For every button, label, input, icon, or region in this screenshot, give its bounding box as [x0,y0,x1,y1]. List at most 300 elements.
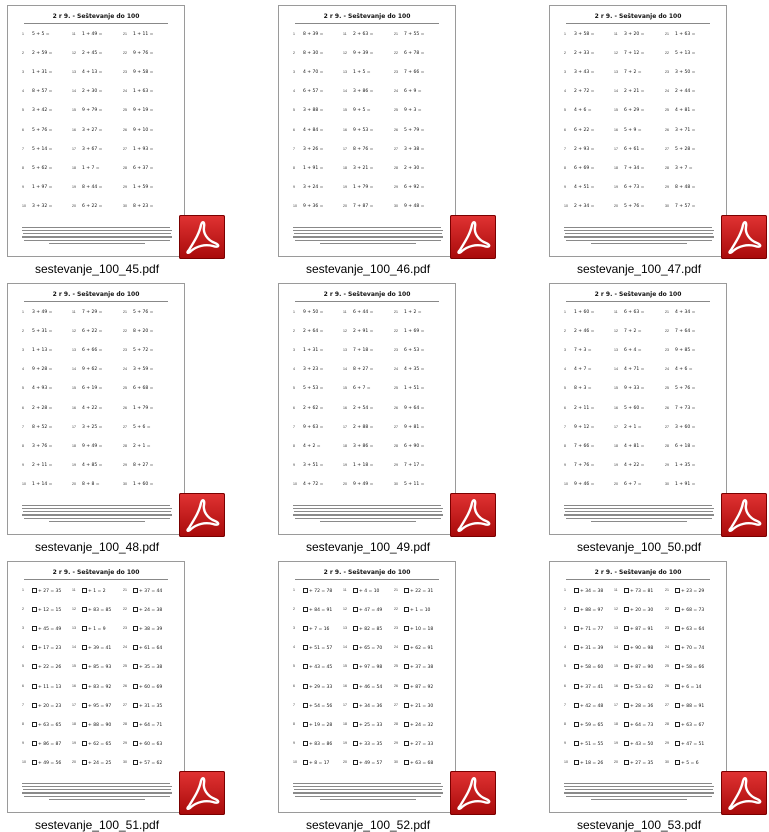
footer-text-line [564,236,714,237]
problem-text: 5 + 14 = [32,146,53,152]
answer-box [133,684,138,689]
problem-text: + 53 = 62 [630,684,654,690]
problem-item [123,645,178,653]
pdf-file-item[interactable] [7,283,213,554]
answer-box [353,703,358,708]
problem-number: 13 [343,626,347,631]
footer-text-line [320,243,416,244]
pdf-thumbnail[interactable] [549,561,727,813]
problem-expression [353,329,373,334]
problem-item [614,588,669,596]
problem-expression [32,128,52,133]
problem-item [22,463,77,471]
problem-expression [675,128,695,133]
problem-number: 30 [394,481,398,486]
problem-text: + 6 = 14 [681,684,702,690]
problem-item [22,722,77,730]
problem-item [665,70,720,78]
problem-text: + 39 = 41 [88,646,112,652]
pdf-thumbnail[interactable] [7,561,185,813]
problem-number: 8 [22,721,24,726]
problem-expression [675,664,704,670]
problem-item [394,607,449,615]
problem-number: 29 [394,184,398,189]
file-name-label[interactable]: sestevanje_100_46.pdf [305,262,431,276]
problem-expression [353,444,373,449]
problem-number: 13 [614,626,618,631]
pdf-file-item[interactable] [549,5,755,276]
pdf-file-item[interactable] [7,561,213,832]
problem-expression [133,741,162,747]
problem-text: 6 + 53 = [404,348,425,354]
problem-text: 4 + 34 = [675,310,696,315]
answer-box [82,664,87,669]
footer-text-line [24,796,170,797]
problem-expression [574,588,603,594]
worksheet-title: 2 r 9. - Seštevanje do 100 [52,291,140,298]
problem-text: 1 + 79 = [353,184,374,190]
problem-number: 12 [614,607,618,612]
problem-expression [133,588,162,594]
problem-text: 5 + 76 = [624,203,645,209]
footer-text-line [320,799,416,800]
problem-expression [133,664,162,670]
problem-text: + 20 = 30 [630,608,654,614]
title-divider [566,301,710,302]
problem-text: + 12 = 15 [38,608,62,614]
problem-number: 7 [293,424,295,429]
problem-item [564,185,619,193]
problem-item [564,51,619,59]
problem-number: 24 [123,645,127,650]
problem-text: + 90 = 98 [630,646,654,652]
problem-expression [353,310,373,315]
problem-number: 29 [123,184,127,189]
problem-text: + 83 = 92 [88,684,112,690]
problem-item [614,51,669,59]
problem-number: 24 [123,89,127,94]
problem-text: 8 + 3 = [574,386,592,392]
problem-number: 25 [123,386,127,391]
problem-text: + 22 = 26 [38,665,62,671]
problem-text: 2 + 1 = [624,424,642,430]
problem-item [665,588,720,596]
problem-item [394,482,449,490]
problem-expression [303,626,329,632]
problem-item [123,406,178,414]
file-name-label[interactable]: sestevanje_100_45.pdf [34,262,160,276]
problem-expression [404,703,433,709]
answer-box [574,645,579,650]
file-name-label[interactable]: sestevanje_100_52.pdf [305,818,431,832]
problem-expression [574,32,594,37]
problem-number: 28 [665,721,669,726]
problem-text: 3 + 50 = [675,70,696,76]
problem-number: 22 [394,607,398,612]
problem-item [293,310,348,318]
problem-text: 2 + 28 = [32,405,53,411]
problem-number: 2 [293,607,295,612]
problem-number: 22 [665,51,669,56]
problem-number: 15 [72,664,76,669]
problem-text: 1 + 63 = [675,32,696,37]
problem-text: 1 + 11 = [133,32,154,37]
problem-item [665,645,720,653]
problem-text: + 23 = 29 [681,589,705,594]
problem-number: 11 [614,32,618,36]
acrobat-pdf-icon [450,215,496,259]
problem-expression [624,89,644,94]
pdf-file-item[interactable] [278,5,484,276]
problem-item [343,185,398,193]
problem-item [614,108,669,116]
problem-item [293,684,348,692]
problem-item [22,607,77,615]
problem-number: 18 [614,443,618,448]
problem-expression [353,108,371,113]
problem-number: 27 [665,146,669,151]
problem-expression [133,89,153,94]
problem-text: 7 + 2 = [624,329,642,335]
problem-expression [404,722,433,728]
problem-expression [624,32,644,37]
problem-number: 13 [72,70,76,75]
file-name-label[interactable]: sestevanje_100_53.pdf [576,818,702,832]
problem-expression [675,645,704,651]
problem-expression [82,684,111,690]
footer-text-line [566,240,712,241]
problem-text: 4 + 6 = [574,108,592,114]
problem-text: 3 + 23 = [303,367,324,373]
problem-item [293,386,348,394]
problem-text: 7 + 55 = [404,32,425,37]
problem-number: 3 [564,348,566,353]
problem-number: 29 [665,184,669,189]
problem-expression [404,626,433,632]
problem-number: 15 [614,664,618,669]
answer-box [675,722,680,727]
problem-item [614,185,669,193]
problem-expression [624,588,653,594]
problem-number: 6 [293,127,295,132]
problem-number: 22 [123,607,127,612]
problem-item [123,626,178,634]
problem-text: + 1 = 2 [88,589,106,594]
pdf-file-item[interactable] [549,283,755,554]
problem-number: 2 [564,329,566,334]
problem-expression [82,32,102,37]
problem-number: 2 [293,51,295,56]
problem-text: 5 + 5 = [32,32,50,37]
problem-number: 21 [394,310,398,314]
problem-text: 9 + 19 = [133,108,154,114]
problem-item [22,147,77,155]
problem-item [123,367,178,375]
pdf-thumbnail[interactable] [549,283,727,535]
problem-text: 1 + 63 = [133,89,154,95]
problem-item [123,482,178,490]
problem-number: 25 [665,386,669,391]
problem-number: 25 [394,664,398,669]
problem-item [22,166,77,174]
problem-text: + 95 = 97 [88,703,112,709]
problem-expression [574,166,594,171]
problem-expression [82,128,102,133]
problem-expression [133,128,153,133]
answer-box [675,626,680,631]
problem-item [22,32,77,40]
problem-number: 28 [123,721,127,726]
problem-text: 4 + 51 = [574,184,595,190]
problem-text: 2 + 45 = [82,51,103,57]
problem-expression [303,741,332,747]
problem-expression [303,703,332,709]
problem-expression [404,482,424,487]
problem-number: 21 [665,310,669,314]
problem-text: 1 + 5 = [353,70,371,76]
worksheet-title: 2 r 9. - Seštevanje do 100 [594,13,682,20]
problem-expression [303,310,323,315]
problem-expression [32,684,61,690]
problem-number: 7 [22,702,24,707]
problem-number: 20 [72,481,76,486]
pdf-thumbnail[interactable] [7,5,185,257]
answer-box [32,645,37,650]
answer-box [574,703,579,708]
problem-number: 14 [343,645,347,650]
problem-expression [675,70,695,75]
problem-expression [404,684,433,690]
answer-box [624,645,629,650]
problem-item [343,204,398,212]
problem-expression [82,204,102,209]
problem-item [343,108,398,116]
problem-expression [574,348,592,353]
title-divider [24,579,168,580]
problem-text: 6 + 7 = [624,481,642,487]
problem-text: + 62 = 65 [88,741,112,747]
problem-text: + 37 = 38 [410,665,434,671]
problem-expression [574,310,594,315]
problem-item [394,386,449,394]
answer-box [82,684,87,689]
problem-number: 19 [343,462,347,467]
footer-text-line [564,786,714,787]
problem-expression [404,166,424,171]
problem-expression [624,147,644,152]
problem-text: 9 + 49 = [353,481,374,487]
problem-item [343,32,398,40]
pdf-thumbnail[interactable] [278,283,456,535]
problem-expression [303,386,323,391]
problem-text: 6 + 63 = [624,310,645,315]
problem-number: 3 [564,70,566,75]
problem-expression [624,425,642,430]
problem-expression [133,147,153,152]
footer-text-line [564,508,714,509]
problem-text: 1 + 60 = [133,481,154,487]
problem-text: + 29 = 33 [309,684,333,690]
problem-item [72,444,127,452]
problem-item [343,741,398,749]
problem-item [22,588,77,596]
problem-item [72,166,127,174]
problem-number: 27 [123,702,127,707]
problem-text: 7 + 66 = [404,70,425,76]
footer-text-line [24,240,170,241]
problem-text: + 11 = 13 [38,684,62,690]
problem-item [343,310,398,318]
problem-expression [353,703,382,709]
problem-item [293,760,348,768]
problem-number: 26 [123,405,127,410]
answer-box [675,703,680,708]
problem-text: + 49 = 56 [38,760,62,766]
problem-number: 27 [394,146,398,151]
problem-item [614,386,669,394]
problem-text: + 22 = 31 [410,589,434,594]
problem-number: 30 [394,759,398,764]
answer-box [624,626,629,631]
pdf-thumbnail[interactable] [549,5,727,257]
problem-number: 18 [72,443,76,448]
problem-expression [82,70,102,75]
problem-item [665,722,720,730]
footer-text-line [565,789,713,790]
problem-number: 13 [72,626,76,631]
problem-item [72,108,127,116]
problem-number: 8 [293,443,295,448]
problem-number: 13 [614,348,618,353]
file-name-label[interactable]: sestevanje_100_50.pdf [576,540,702,554]
problem-number: 7 [293,146,295,151]
problem-number: 20 [343,481,347,486]
answer-box [303,664,308,669]
problem-text: 5 + 79 = [404,127,425,133]
problem-expression [404,444,424,449]
problem-number: 5 [564,386,566,391]
problem-expression [303,147,323,152]
problem-text: 1 + 18 = [353,462,374,468]
pdf-thumbnail[interactable] [7,283,185,535]
problem-item [614,722,669,730]
problem-text: + 21 = 30 [410,703,434,709]
problem-number: 10 [22,759,26,764]
problem-text: + 8 = 17 [309,760,330,766]
problem-number: 11 [343,32,347,36]
problem-item [72,310,127,318]
problem-text: 6 + 44 = [353,310,374,315]
problem-text: 3 + 88 = [303,108,324,114]
problem-text: + 47 = 49 [359,608,383,614]
answer-box [404,703,409,708]
problem-number: 26 [123,127,127,132]
problem-expression [675,51,695,56]
answer-box [133,664,138,669]
problem-number: 19 [614,740,618,745]
problem-number: 22 [394,51,398,56]
problem-expression [675,310,695,315]
answer-box [303,760,308,765]
problem-number: 24 [123,367,127,372]
problem-item [394,645,449,653]
file-name-label[interactable]: sestevanje_100_49.pdf [305,540,431,554]
problem-text: + 87 = 90 [630,665,654,671]
problem-number: 3 [293,348,295,353]
problem-number: 1 [22,32,24,36]
file-name-label[interactable]: sestevanje_100_47.pdf [576,262,702,276]
problem-text: 6 + 37 = [133,165,154,171]
problem-item [123,722,178,730]
answer-box [82,607,87,612]
problem-item [564,760,619,768]
title-divider [24,23,168,24]
answer-box [32,703,37,708]
pdf-file-item[interactable] [549,561,755,832]
problem-item [665,89,720,97]
problem-item [343,626,398,634]
problem-number: 22 [665,607,669,612]
problem-text: 2 + 11 = [32,462,53,468]
answer-box [133,626,138,631]
pdf-file-item[interactable] [278,561,484,832]
file-name-label[interactable]: sestevanje_100_51.pdf [34,818,160,832]
pdf-thumbnail[interactable] [278,5,456,257]
problem-text: + 5 = 6 [681,760,699,766]
pdf-thumbnail[interactable] [278,561,456,813]
problem-number: 1 [564,310,566,314]
answer-box [404,722,409,727]
pdf-file-item[interactable] [278,283,484,554]
problem-item [343,607,398,615]
problem-text: + 63 = 65 [38,722,62,728]
problem-text: 8 + 30 = [303,51,324,57]
problem-text: 5 + 6 = [133,424,151,430]
problem-number: 24 [394,645,398,650]
problem-expression [353,463,373,468]
problem-number: 3 [22,626,24,631]
problem-expression [82,760,111,766]
problem-item [72,482,127,490]
problem-expression [675,185,695,190]
problem-item [394,367,449,375]
problem-item [665,348,720,356]
problem-number: 4 [293,89,295,94]
problem-number: 27 [394,702,398,707]
problem-text: + 72 = 78 [309,589,333,594]
problem-number: 4 [22,645,24,650]
pdf-file-item[interactable] [7,5,213,276]
problem-text: 2 + 72 = [574,89,595,95]
problem-number: 6 [22,405,24,410]
problem-item [614,310,669,318]
problem-number: 8 [22,443,24,448]
problem-text: + 25 = 33 [359,722,383,728]
problem-expression [32,444,52,449]
file-name-label[interactable]: sestevanje_100_48.pdf [34,540,160,554]
answer-box [133,722,138,727]
problem-text: 8 + 23 = [133,203,154,209]
problem-text: + 64 = 71 [139,722,163,728]
problem-item [22,703,77,711]
problem-number: 26 [394,683,398,688]
problem-text: 2 + 59 = [32,51,53,57]
footer-text-line [295,518,441,519]
answer-box [82,760,87,765]
problem-number: 11 [614,588,618,592]
problem-text: 2 + 30 = [404,165,425,171]
problem-number: 23 [123,70,127,75]
